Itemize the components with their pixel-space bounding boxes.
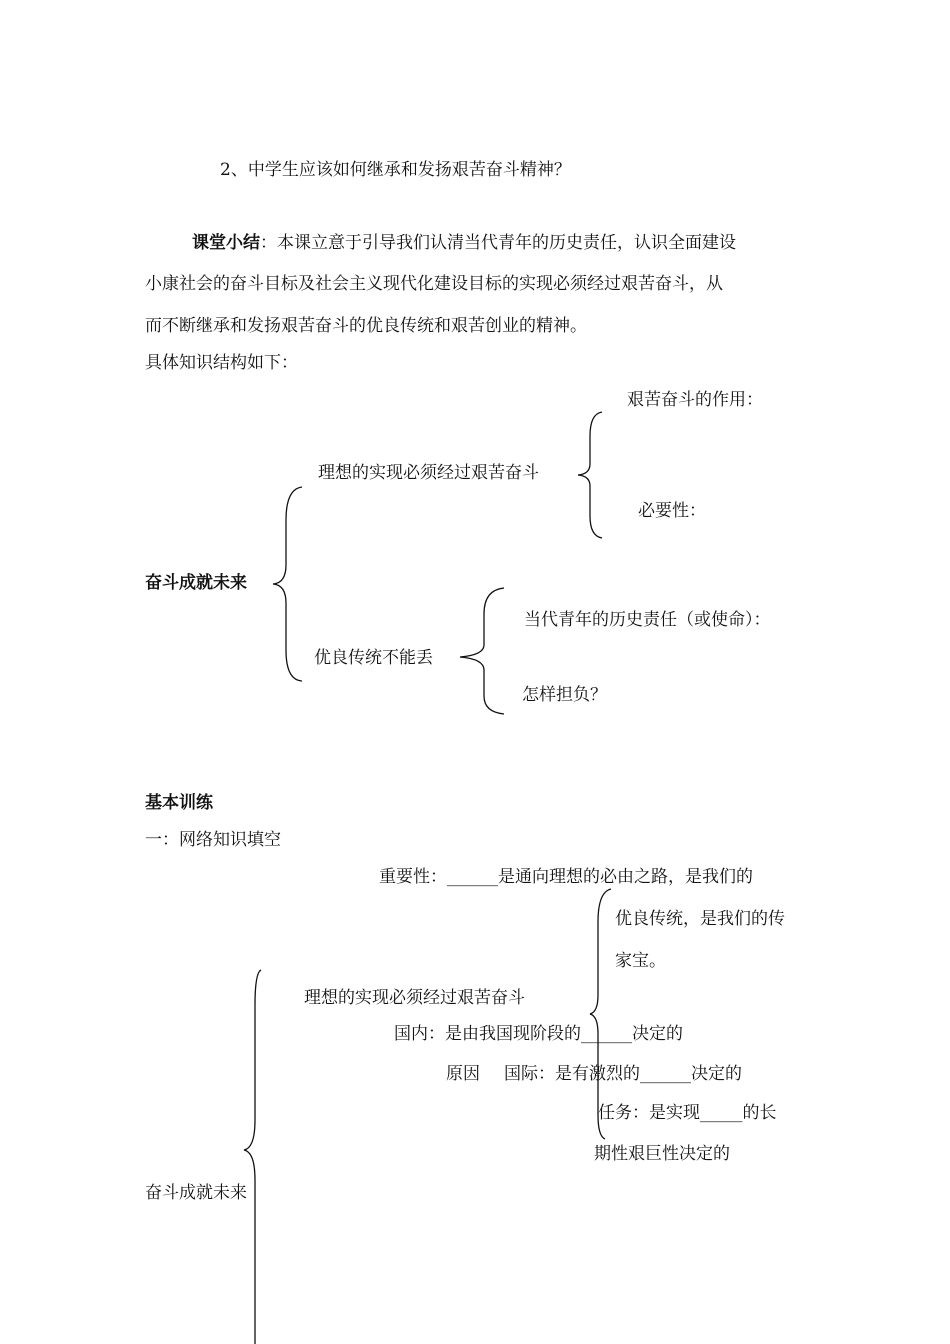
d2-task-cont: 期性艰巨性决定的 bbox=[594, 1144, 730, 1164]
training-heading: 基本训练 bbox=[145, 793, 213, 813]
d1-branch2-item-2: 怎样担负？ bbox=[522, 685, 607, 705]
structure-intro: 具体知识结构如下： bbox=[145, 353, 298, 373]
d1-branch1-item-2: 必要性： bbox=[638, 501, 706, 521]
d2-importance: 重要性：______是通向理想的必由之路，是我们的 bbox=[379, 867, 753, 887]
d1-root-label: 奋斗成就未来 bbox=[145, 573, 247, 593]
d2-importance-cont-1: 优良传统，是我们的传 bbox=[615, 909, 785, 929]
d2-branch-label: 理想的实现必须经过艰苦奋斗 bbox=[304, 988, 525, 1008]
d2-task: 任务：是实现_____的长 bbox=[598, 1103, 777, 1123]
summary-colon: ： bbox=[260, 233, 277, 253]
d2-importance-cont-2: 家宝。 bbox=[615, 951, 666, 971]
d2-domestic: 国内：是由我国现阶段的______决定的 bbox=[394, 1024, 683, 1044]
d2-international: 国际：是有激烈的______决定的 bbox=[504, 1064, 742, 1084]
d1-branch2-item-1: 当代青年的历史责任（或使命）： bbox=[524, 610, 771, 630]
summary-text-1: 本课立意于引导我们认清当代青年的历史责任，认识全面建设 bbox=[277, 233, 736, 253]
d1-branch1-item-1: 艰苦奋斗的作用： bbox=[627, 390, 763, 410]
d2-root-label: 奋斗成就未来 bbox=[145, 1183, 247, 1203]
d1-branch1-label: 理想的实现必须经过艰苦奋斗 bbox=[318, 463, 539, 483]
d2-reason-label: 原因 bbox=[446, 1064, 480, 1084]
d1-branch2-label: 优良传统不能丢 bbox=[314, 648, 433, 668]
question-2: 2、中学生应该如何继承和发扬艰苦奋斗精神？ bbox=[220, 160, 571, 180]
training-subheading: 一：网络知识填空 bbox=[145, 830, 281, 850]
summary-line-3: 而不断继承和发扬艰苦奋斗的优良传统和艰苦创业的精神。 bbox=[145, 316, 587, 336]
summary-label: 课堂小结 bbox=[192, 233, 260, 253]
summary-line-2: 小康社会的奋斗目标及社会主义现代化建设目标的实现必须经过艰苦奋斗，从 bbox=[145, 274, 723, 294]
